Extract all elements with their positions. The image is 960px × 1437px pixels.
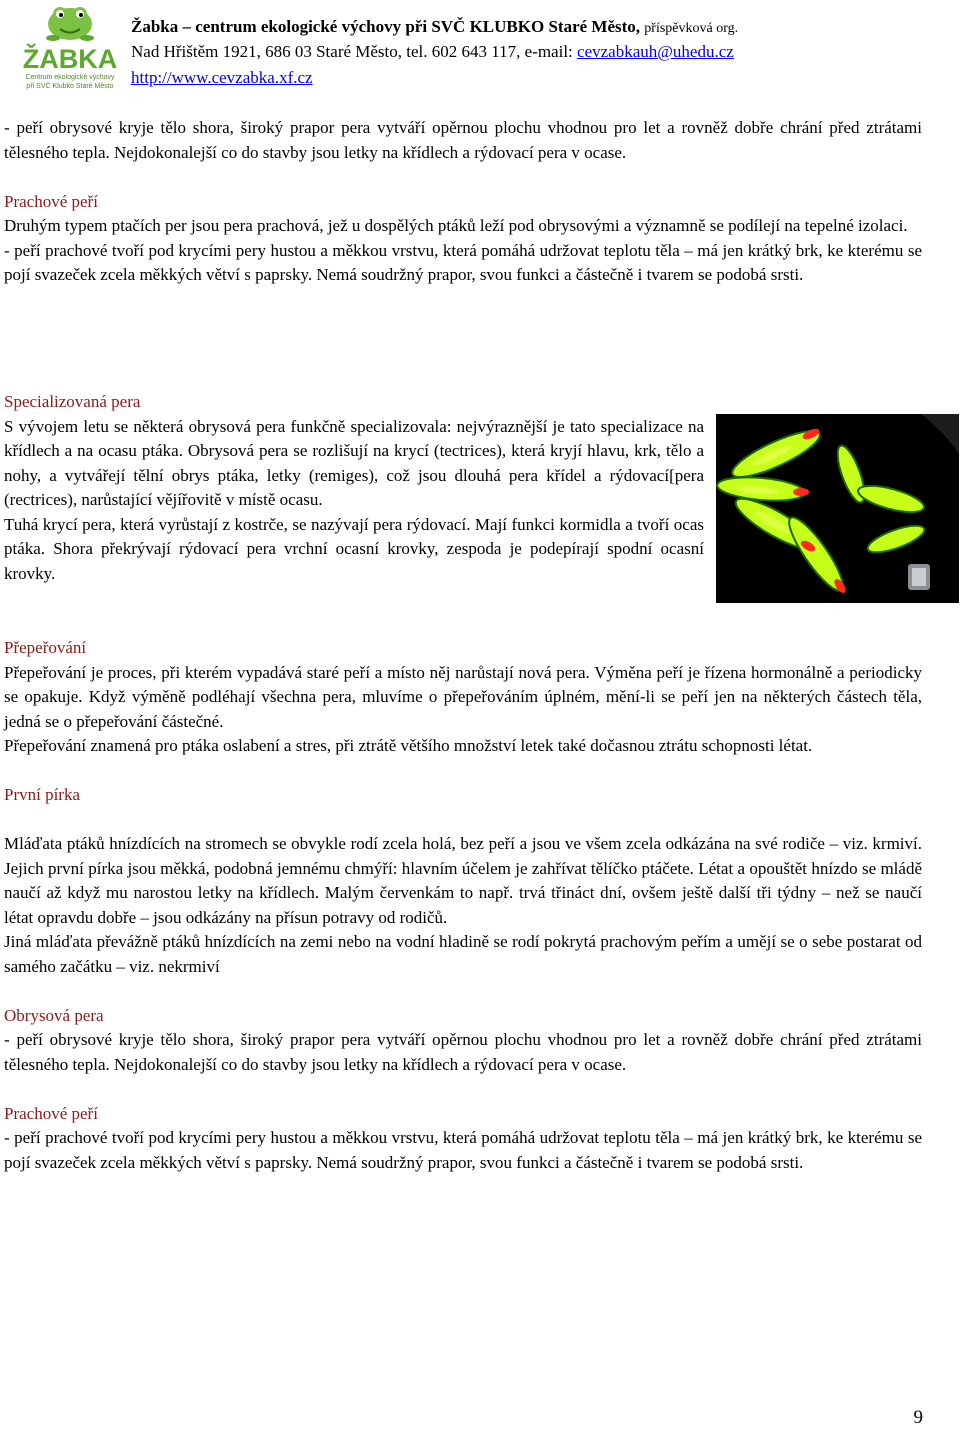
header-organization xyxy=(131,17,738,39)
feather-photo xyxy=(716,414,959,603)
paragraph-prachove-intro: Druhým typem ptačích per jsou pera prachová, jež u dospělých ptáků leží pod obrysovými a významně se podílejí na tepelné izolaci. xyxy=(4,216,908,235)
lower-section xyxy=(4,636,922,1175)
website-link[interactable]: http://www.cevzabka.xf.cz xyxy=(131,68,313,87)
paragraph-prachove-detail: - peří prachové tvoří pod krycími pery hustou a měkkou vrstvu, která pomáhá udržovat teplotu těla – má jen krátký brk, ke kterému se pojí svazeček zcela měkkých větví s paprsky. Nemá soudržný prapor, svou funkci a částečně i tvarem se podobá srsti. xyxy=(4,240,922,284)
heading-prachove-peri: Prachové peří xyxy=(4,191,98,211)
paragraph-obrysove-intro: - peří obrysové kryje tělo shora, široký prapor pera vytváří opěrnou plochu vhodnou pro let a rovněž dobře chrání před ztrátami tělesného tepla. Nejdokonalejší co do stavby jsou letky na křídlech a rýdovací pera v ocase. xyxy=(4,118,922,162)
zabka-logo xyxy=(20,2,120,92)
specialized-section xyxy=(4,390,704,586)
heading-prachove-peri-2: Prachové peří xyxy=(4,1103,98,1123)
heading-prvni-pirka: První pírka xyxy=(4,785,81,804)
email-link[interactable]: cevzabkauh@uhedu.cz xyxy=(577,42,734,61)
header-org-name: Žabka – centrum ekologické výchovy při SVČ KLUBKO Staré Město, xyxy=(131,17,641,36)
logo-text: ŽABKA xyxy=(22,44,118,74)
logo-subtitle-2: při SVČ Klubko Staré Město xyxy=(26,83,114,90)
paragraph-prvni-pirka-1: Mláďata ptáků hnízdících na stromech se obvykle rodí zcela holá, bez peří a jsou ve všem zcela odkázána na své rodiče – viz. krmiví. Jejich první pírka jsou měkká, podobná jemnému chmýří: hlavním účelem je zahřívat tělíčko ptáčete. Létat a opouštět hnízdo se mládě naučí až když mu narostou letky na křídlech. Malým červenkám to např. trvá třináct dní, ovšem ještě další tři týdny – než se naučí létat opravdu dobře – jsou odkázány na přísun potravy od rodičů. xyxy=(4,834,922,927)
header-org-type: příspěvková org. xyxy=(644,21,739,36)
heading-obrysova-pera: Obrysová pera xyxy=(4,1005,104,1025)
paragraph-prachove-peri-2: - peří prachové tvoří pod krycími pery hustou a měkkou vrstvu, která pomáhá udržovat teplotu těla – má jen krátký brk, ke kterému se pojí svazeček zcela měkkých větví s paprsky. Nemá soudržný prapor, svou funkci a částečně i tvarem se podobá srsti. xyxy=(4,1128,922,1172)
logo-subtitle-1: Centrum ekologické výchovy xyxy=(25,74,115,81)
paragraph-specializovana-1: S vývojem letu se některá obrysová pera funkčně specializovala: nejvýraznější je tato specializace na křídlech a na ocasu ptáka. Obrysová pera se rozlišují na krycí (tectrices), která kryjí hlavu, krk, tělo a nohy, a vytvářejí tělní obrys ptáka, letky (remiges), což jsou dlouhá pera křídel a rýdovací[pera (rectrices), narůstající vějířovitě v místě ocasu. xyxy=(4,416,704,509)
header-address: Nad Hřištěm 1921, 686 03 Staré Město, tel. 602 643 117, e-mail: xyxy=(131,42,573,61)
paragraph-specializovana-2: Tuhá krycí pera, která vyrůstají z kostrče, se nazývají pera rýdovací. Mají funkci kormidla a tvoří ocas ptáka. Shora překrývají rýdovací pera vrchní ocasní krovky, zespoda je podepírají spodní ocasní krovky. xyxy=(4,514,704,583)
heading-specializovana-pera: Specializovaná pera xyxy=(4,392,141,411)
heading-prepérovani: Přepeřování xyxy=(4,638,87,657)
header-web-line xyxy=(131,68,313,88)
page-number: 9 xyxy=(913,1407,923,1428)
paragraph-prvni-pirka-2: Jiná mláďata převážně ptáků hnízdících na zemi nebo na vodní hladině se rodí pokrytá prachovým peřím a umějí se o sebe postarat od samého začátku – viz. nekrmiví xyxy=(4,932,922,976)
paragraph-obrysova-pera: - peří obrysové kryje tělo shora, široký prapor pera vytváří opěrnou plochu vhodnou pro let a rovněž dobře chrání před ztrátami tělesného tepla. Nejdokonalejší co do stavby jsou letky na křídlech a rýdovací pera v ocase. xyxy=(4,1030,922,1074)
top-section xyxy=(4,116,922,288)
page-header xyxy=(0,0,960,98)
paragraph-prepérovani-2: Přepeřování znamená pro ptáka oslabení a stres, při ztrátě většího množství letek také dočasnou ztrátu schopnosti létat. xyxy=(4,736,813,755)
paragraph-prepérovani-1: Přepeřování je proces, při kterém vypadává staré peří a místo něj narůstají nová pera. Výměna peří je řízena hormonálně a periodicky se opakuje. Když výměně podléhají všechna pera, mluvíme o přepeřováním úplném, mění-li se peří jen na některých částech těla, jedná se o přepeřování částečné. xyxy=(4,662,922,731)
header-address-line xyxy=(131,42,734,62)
